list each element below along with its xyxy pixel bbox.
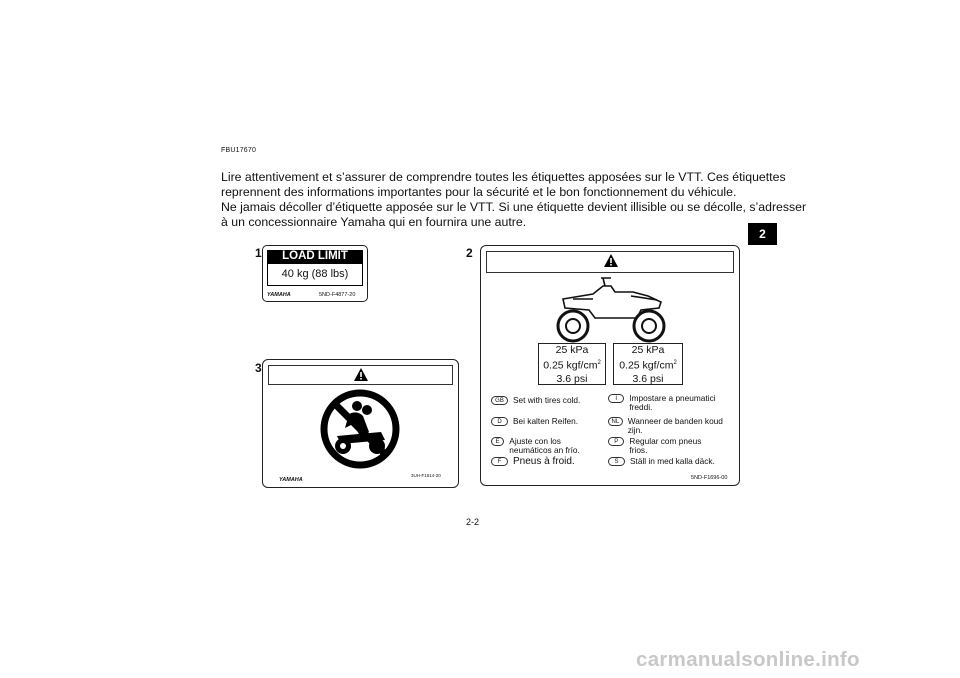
load-limit-title: LOAD LIMIT <box>267 250 363 263</box>
lang-code: NL <box>608 417 623 426</box>
label-3-number: 3 <box>255 361 262 375</box>
no-passenger-label <box>262 359 459 488</box>
label-1-number: 1 <box>255 246 262 260</box>
front-kpa: 25 kPa <box>555 344 589 356</box>
warning-header-bar <box>486 251 734 273</box>
front-tire-pressure <box>538 343 606 385</box>
tire-pressure-label <box>480 245 740 486</box>
load-limit-value: 40 kg (88 lbs) <box>267 263 363 286</box>
no-passenger-prohibition-icon <box>319 388 401 470</box>
intro-line-4: à un concessionnaire Yamaha qui en fournira une autre. <box>221 215 527 229</box>
lang-s: S Ställ in med kalla däck. <box>608 457 736 466</box>
lang-code: F <box>491 457 508 466</box>
yamaha-logo: YAMAHA <box>279 477 303 483</box>
warning-header-bar <box>268 365 453 385</box>
lang-p: P Regular com pneus frios. <box>608 437 718 454</box>
lang-d: D Bei kalten Reifen. <box>491 417 603 426</box>
warning-triangle-icon <box>354 368 368 381</box>
rear-psi: 3.6 psi <box>632 372 664 385</box>
atv-illustration-icon <box>553 274 673 344</box>
lang-code: S <box>608 457 625 466</box>
warning-triangle-icon <box>604 254 618 267</box>
intro-line-2: reprennent des informations importantes pour la sécurité et le bon fonctionnement du véhicule. <box>221 185 737 199</box>
lang-gb: GB Set with tires cold. <box>491 396 603 405</box>
label-2-part-number: 5ND-F1696-00 <box>691 475 728 481</box>
lang-nl: NL Wanneer de banden koud zijn. <box>608 417 723 434</box>
yamaha-logo: YAMAHA <box>267 292 291 298</box>
load-limit-label <box>262 245 368 302</box>
rear-kpa: 25 kPa <box>631 344 665 356</box>
lang-code: P <box>608 437 624 446</box>
label-3-part-number: 3UH-F1514-20 <box>411 473 441 478</box>
doc-code: FBU17670 <box>221 147 257 154</box>
label-2-number: 2 <box>466 246 473 260</box>
watermark: carmanualsonline.info <box>636 648 860 671</box>
chapter-tab: 2 <box>748 223 777 245</box>
page-number: 2-2 <box>466 517 480 527</box>
front-psi: 3.6 psi <box>556 372 588 385</box>
lang-code: I <box>608 394 624 403</box>
label-1-part-number: 5ND-F4877-20 <box>319 292 356 298</box>
rear-tire-pressure <box>613 343 683 385</box>
lang-i: I Impostare a pneumatici freddi. <box>608 394 736 411</box>
lang-code: E <box>491 437 504 446</box>
lang-code: D <box>491 417 508 426</box>
intro-line-1: Lire attentivement et s’assurer de comprendre toutes les étiquettes apposées sur le VTT. Ces étiquettes <box>221 170 786 184</box>
intro-line-3: Ne jamais décoller d’étiquette apposée sur le VTT. Si une étiquette devient illisible ou se décolle, s’adresser <box>221 200 807 214</box>
lang-f: F Pneus à froid. <box>491 457 603 467</box>
lang-code: GB <box>491 396 508 405</box>
front-kgf: 0.25 kgf/$cm^2$ <box>543 359 601 372</box>
lang-e: E Ajuste con los neumáticos an frío. <box>491 437 603 454</box>
rear-kgf: 0.25 kgf/$cm^2$ <box>619 359 677 372</box>
